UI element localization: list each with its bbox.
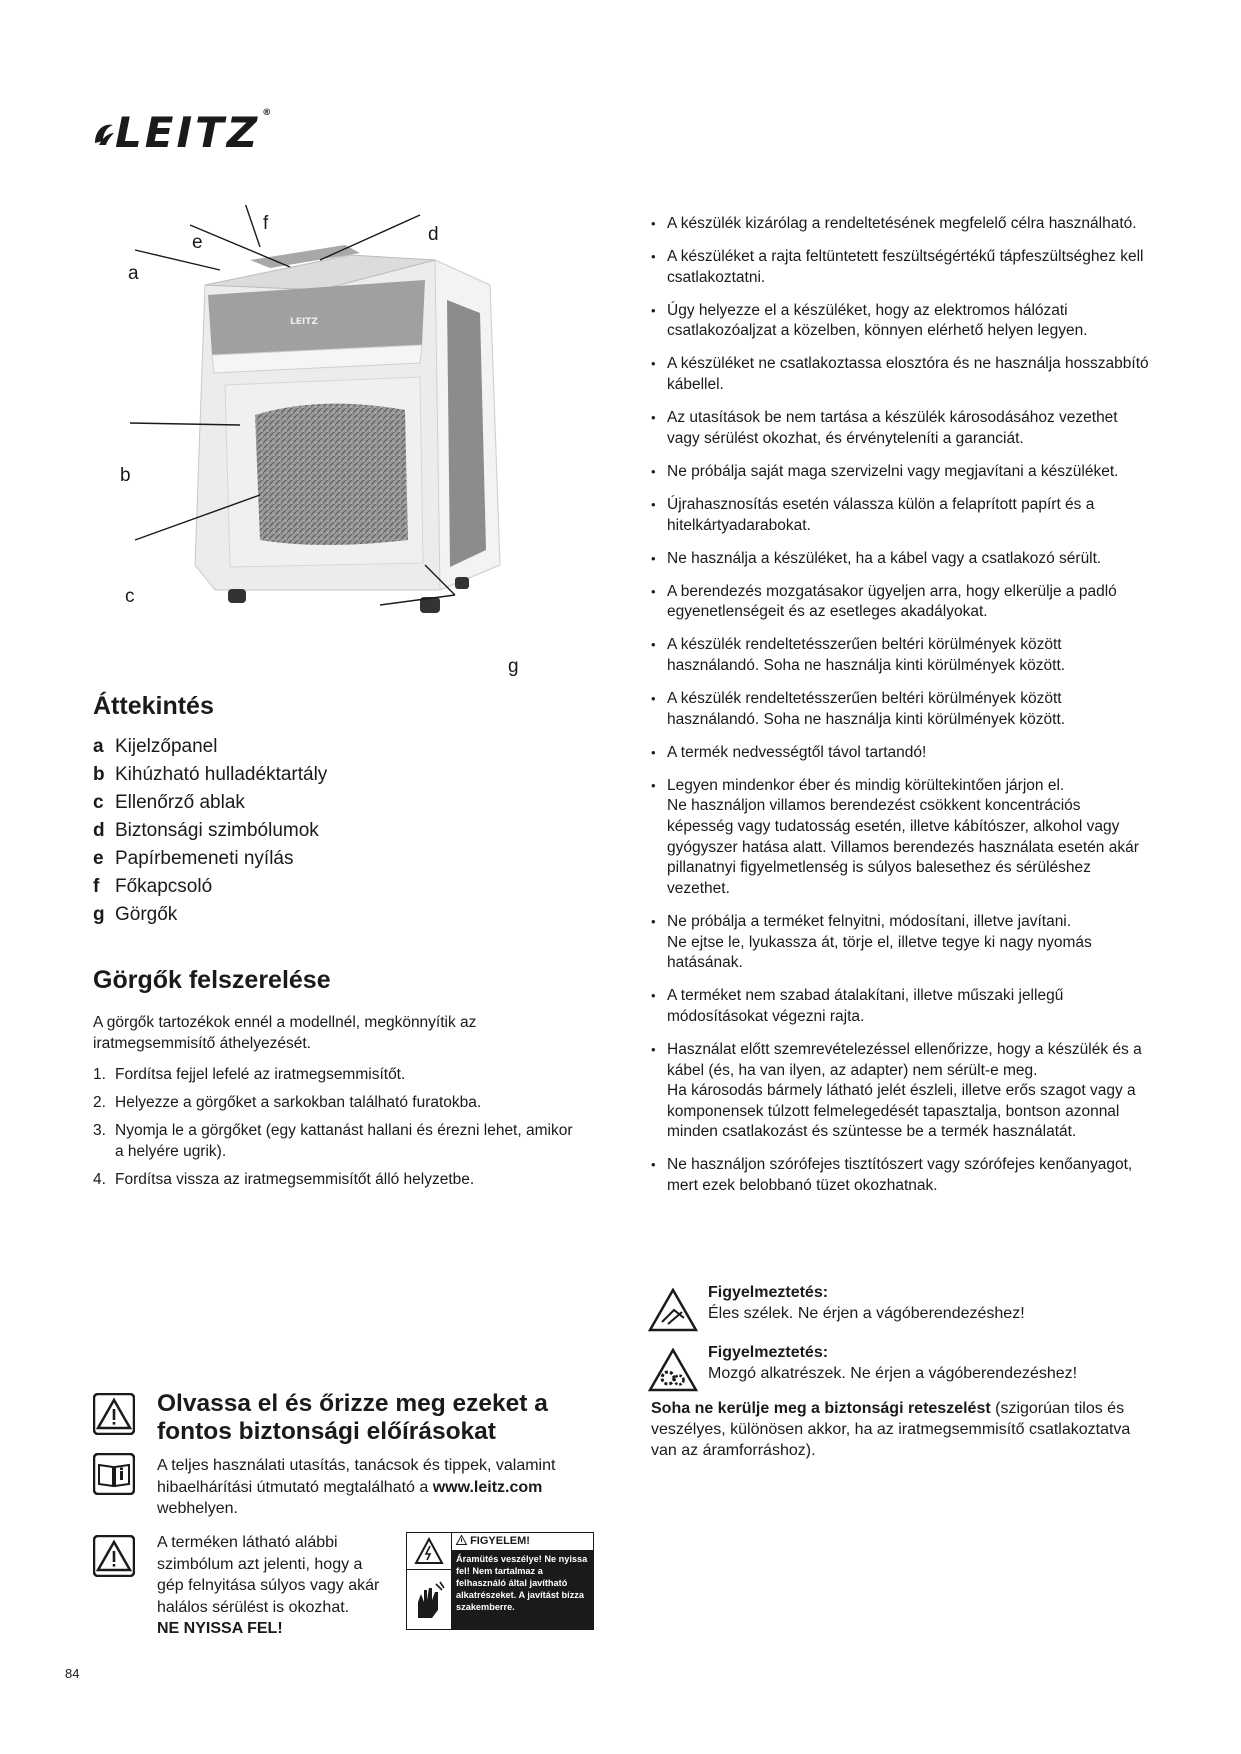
callout-a: a	[128, 263, 139, 284]
label-heading: FIGYELEM!	[452, 1533, 593, 1551]
list-item: • A készüléket ne csatlakoztassa elosztóra és ne használja hosszabbító kábellel.	[651, 354, 1151, 395]
overview-item: d Biztonsági szimbólumok	[93, 820, 319, 841]
list-item: • A berendezés mozgatásakor ügyeljen arra, hogy elkerülje a padló egyenetlenségeit és az esetleges akadályokat.	[651, 582, 1151, 623]
label-body: Áramütés veszélye! Ne nyissa fel! Nem tartalmaz a felhasználó által javítható alkatrészeket. A javítást bízza szakemberre.	[452, 1551, 593, 1629]
manual-book-icon	[93, 1453, 135, 1495]
leitz-url-link[interactable]: www.leitz.com	[432, 1478, 543, 1496]
wheels-steps	[93, 1064, 583, 1197]
leitz-logo	[93, 108, 274, 157]
shredder-illustration	[120, 205, 560, 705]
callout-b: b	[120, 465, 131, 486]
wheels-step: 4. Fordítsa vissza az iratmegsemmisítőt álló helyzetbe.	[93, 1171, 475, 1188]
sharp-edges-icon	[648, 1288, 698, 1332]
list-item: • A terméket nem szabad átalakítani, illetve műszaki jellegű módosításokat végezni rajta.	[651, 986, 1151, 1027]
manual-text: A teljes használati utasítás, tanácsok és tippek, valamint hibaelhárítási útmutató megtalálható a www.leitz.com webhelyen.	[157, 1457, 556, 1517]
warning-title: Figyelmeztetés:	[708, 1284, 829, 1301]
page-number: 84	[65, 1666, 80, 1681]
symbol-explanation: A terméken látható alábbi szimbólum azt jelenti, hogy a gép felnyitása súlyos vagy akár halálos sérülést is okozhat. NE NYISSA FEL!	[157, 1534, 380, 1637]
interlock-caution: Soha ne kerülje meg a biztonsági reteszelést (szigorúan tilos és veszélyes, különösen akkor, ha az iratmegsemmisítő csatlakoztatva van az áramforráshoz).	[651, 1400, 1131, 1459]
callout-g: g	[508, 656, 519, 677]
wheels-title: Görgők felszerelése	[93, 966, 331, 994]
callout-e: e	[192, 232, 203, 253]
wheels-step: 3. Nyomja le a görgőket (egy kattanást hallani és érezni lehet, amikor a helyére ugrik).	[93, 1122, 573, 1160]
list-item: • Az utasítások be nem tartása a készülék károsodásához vezethet vagy sérülést okozhat, és érvényteleníti a garanciát.	[651, 408, 1151, 449]
warning-text: Mozgó alkatrészek. Ne érjen a vágóberendezéshez!	[708, 1365, 1078, 1382]
device-label: LEITZ	[290, 317, 318, 327]
overview-item: e Papírbemeneti nyílás	[93, 848, 294, 869]
list-item: • A készülék kizárólag a rendeltetésének megfelelő célra használható.	[651, 214, 1151, 235]
wheels-step: 2. Helyezze a görgőket a sarkokban található furatokba.	[93, 1094, 482, 1111]
moving-parts-warning	[648, 1342, 1148, 1392]
list-item: • A készülék rendeltetésszerűen beltéri körülmények között használandó. Soha ne használja kinti körülmények között.	[651, 635, 1151, 676]
hand-shock-icon	[412, 1580, 446, 1620]
warning-text: Éles szélek. Ne érjen a vágóberendezéshez!	[708, 1305, 1025, 1322]
list-item: • A készüléket a rajta feltüntetett feszültségértékű tápfeszültséghez kell csatlakoztatni.	[651, 247, 1151, 288]
wheels-intro: A görgők tartozékok ennél a modellnél, megkönnyítik az iratmegsemmisítő áthelyezését.	[93, 1014, 477, 1052]
leitz-logo-icon	[93, 121, 115, 147]
list-item: • Újrahasznosítás esetén válassza külön a felaprított papírt és a hitelkártyadarabokat.	[651, 495, 1151, 536]
overview-item: g Görgők	[93, 904, 178, 925]
registered-mark: ®	[262, 108, 275, 118]
list-item: • Használat előtt szemrevételezéssel ellenőrizze, hogy a készülék és a kábel (és, ha van ilyen, az adapter) nem sérült-e meg. Ha károsodás bármely látható jelét észleli, illetve erős szagot vagy a komponensek túlzott felmelegedését tapasztalja, bontson azonnal minden csatlakozást és szüntesse be a termék használatát.	[651, 1040, 1151, 1143]
warning-triangle-icon	[93, 1535, 135, 1577]
callout-f: f	[263, 213, 269, 234]
callout-c: c	[125, 586, 135, 607]
small-warning-icon	[456, 1535, 467, 1545]
callout-d: d	[428, 224, 439, 245]
sharp-edges-warning	[648, 1282, 1148, 1332]
wheels-step: 1. Fordítsa fejjel lefelé az iratmegsemmisítőt.	[93, 1066, 406, 1083]
warning-triangle-icon	[93, 1393, 135, 1435]
list-item: • Legyen mindenkor éber és mindig körültekintően járjon el. Ne használjon villamos berendezést csökkent koncentrációs képesség vagy tudatosság esetén, illetve kábítószer, alkohol vagy gyógyszer hatása alatt. Villamos berendezés használata esetén akár pillanatnyi figyelmetlenség is súlyos balesethez és sérüléshez vezethet.	[651, 776, 1151, 900]
list-item: • Úgy helyezze el a készüléket, hogy az elektromos hálózati csatlakozóaljzat a közelben, könnyen elérhető helyen legyen.	[651, 301, 1151, 342]
moving-parts-gear-icon	[648, 1348, 698, 1392]
high-voltage-icon	[414, 1537, 444, 1565]
list-item: • A termék nedvességtől távol tartandó!	[651, 743, 1151, 764]
overview-item: c Ellenőrző ablak	[93, 792, 245, 813]
overview-item: f Főkapcsoló	[93, 876, 213, 897]
electric-shock-label	[406, 1532, 594, 1630]
safety-bullet-list	[651, 214, 1151, 1209]
do-not-open-text: NE NYISSA FEL!	[157, 1620, 283, 1637]
list-item: • A készülék rendeltetésszerűen beltéri körülmények között használandó. Soha ne használja kinti körülmények között.	[651, 689, 1151, 730]
logo-text: LEITZ	[115, 108, 261, 157]
overview-title: Áttekintés	[93, 692, 214, 720]
warning-title: Figyelmeztetés:	[708, 1344, 829, 1361]
overview-list	[93, 733, 327, 929]
safety-title: Olvassa el és őrizze meg ezeket a fontos biztonsági előírásokat	[157, 1390, 548, 1445]
list-item: • Ne használja a készüléket, ha a kábel vagy a csatlakozó sérült.	[651, 549, 1151, 570]
overview-item: a Kijelzőpanel	[93, 736, 218, 757]
list-item: • Ne használjon szórófejes tisztítószert vagy szórófejes kenőanyagot, mert ezek belobbanó tüzet okozhatnak.	[651, 1155, 1151, 1196]
list-item: • Ne próbálja saját maga szervizelni vagy megjavítani a készüléket.	[651, 462, 1151, 483]
overview-item: b Kihúzható hulladéktartály	[93, 764, 328, 785]
list-item: • Ne próbálja a terméket felnyitni, módosítani, illetve javítani. Ne ejtse le, lyukassza át, törje el, illetve tegye ki nagy nyomás hatásának.	[651, 912, 1151, 974]
